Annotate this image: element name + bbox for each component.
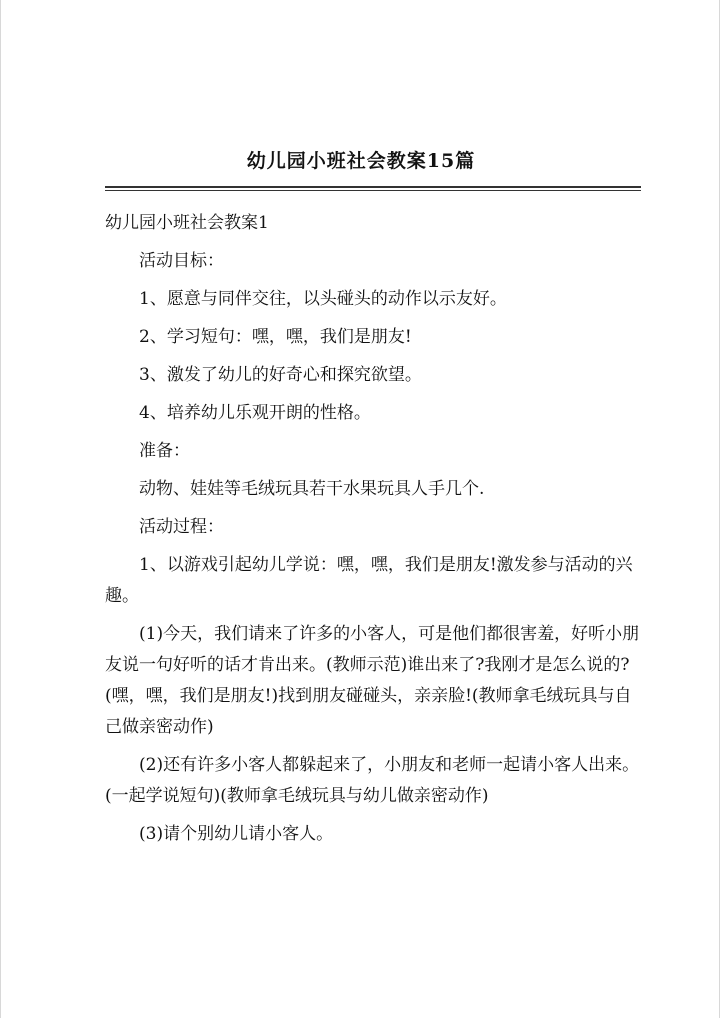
paragraph-preparation: 准备：	[139, 441, 190, 461]
title-divider	[105, 186, 641, 191]
paragraph-step-1-3: (3)请个别幼儿请小客人。	[139, 824, 334, 844]
paragraph-materials: 动物、娃娃等毛绒玩具若干水果玩具人手几个.	[139, 479, 485, 499]
paragraph-goal-4: 4、培养幼儿乐观开朗的性格。	[139, 403, 371, 423]
section-heading: 幼儿园小班社会教案1	[105, 213, 269, 233]
paragraph-step-1-1: (1)今天，我们请来了许多的小客人，可是他们都很害羞，好听小朋友说一句好听的话才肯出来。(教师示范)谁出来了?我刚才是怎么说的?(嘿，嘿，我们是朋友!)找到朋友碰碰头，亲亲脸!(教师拿毛绒玩具与自己做亲密动作)	[105, 624, 640, 737]
document-body	[105, 208, 641, 857]
paragraph-goal-3: 3、激发了幼儿的好奇心和探究欲望。	[139, 365, 422, 385]
paragraph-goal-1: 1、愿意与同伴交往，以头碰头的动作以示友好。	[139, 289, 507, 309]
paragraph-goal-2: 2、学习短句：嘿，嘿，我们是朋友!	[139, 327, 412, 347]
paragraph-step-1-2: (2)还有许多小客人都躲起来了，小朋友和老师一起请小客人出来。(一起学说短句)(教师拿毛绒玩具与幼儿做亲密动作)	[105, 755, 640, 806]
paragraph-activity-goals: 活动目标：	[139, 251, 224, 271]
paragraph-step-1: 1、以游戏引起幼儿学说：嘿，嘿，我们是朋友!激发参与活动的兴趣。	[105, 555, 633, 606]
document-title: 幼儿园小班社会教案15篇	[246, 150, 476, 172]
paragraph-activity-process: 活动过程：	[139, 517, 224, 537]
